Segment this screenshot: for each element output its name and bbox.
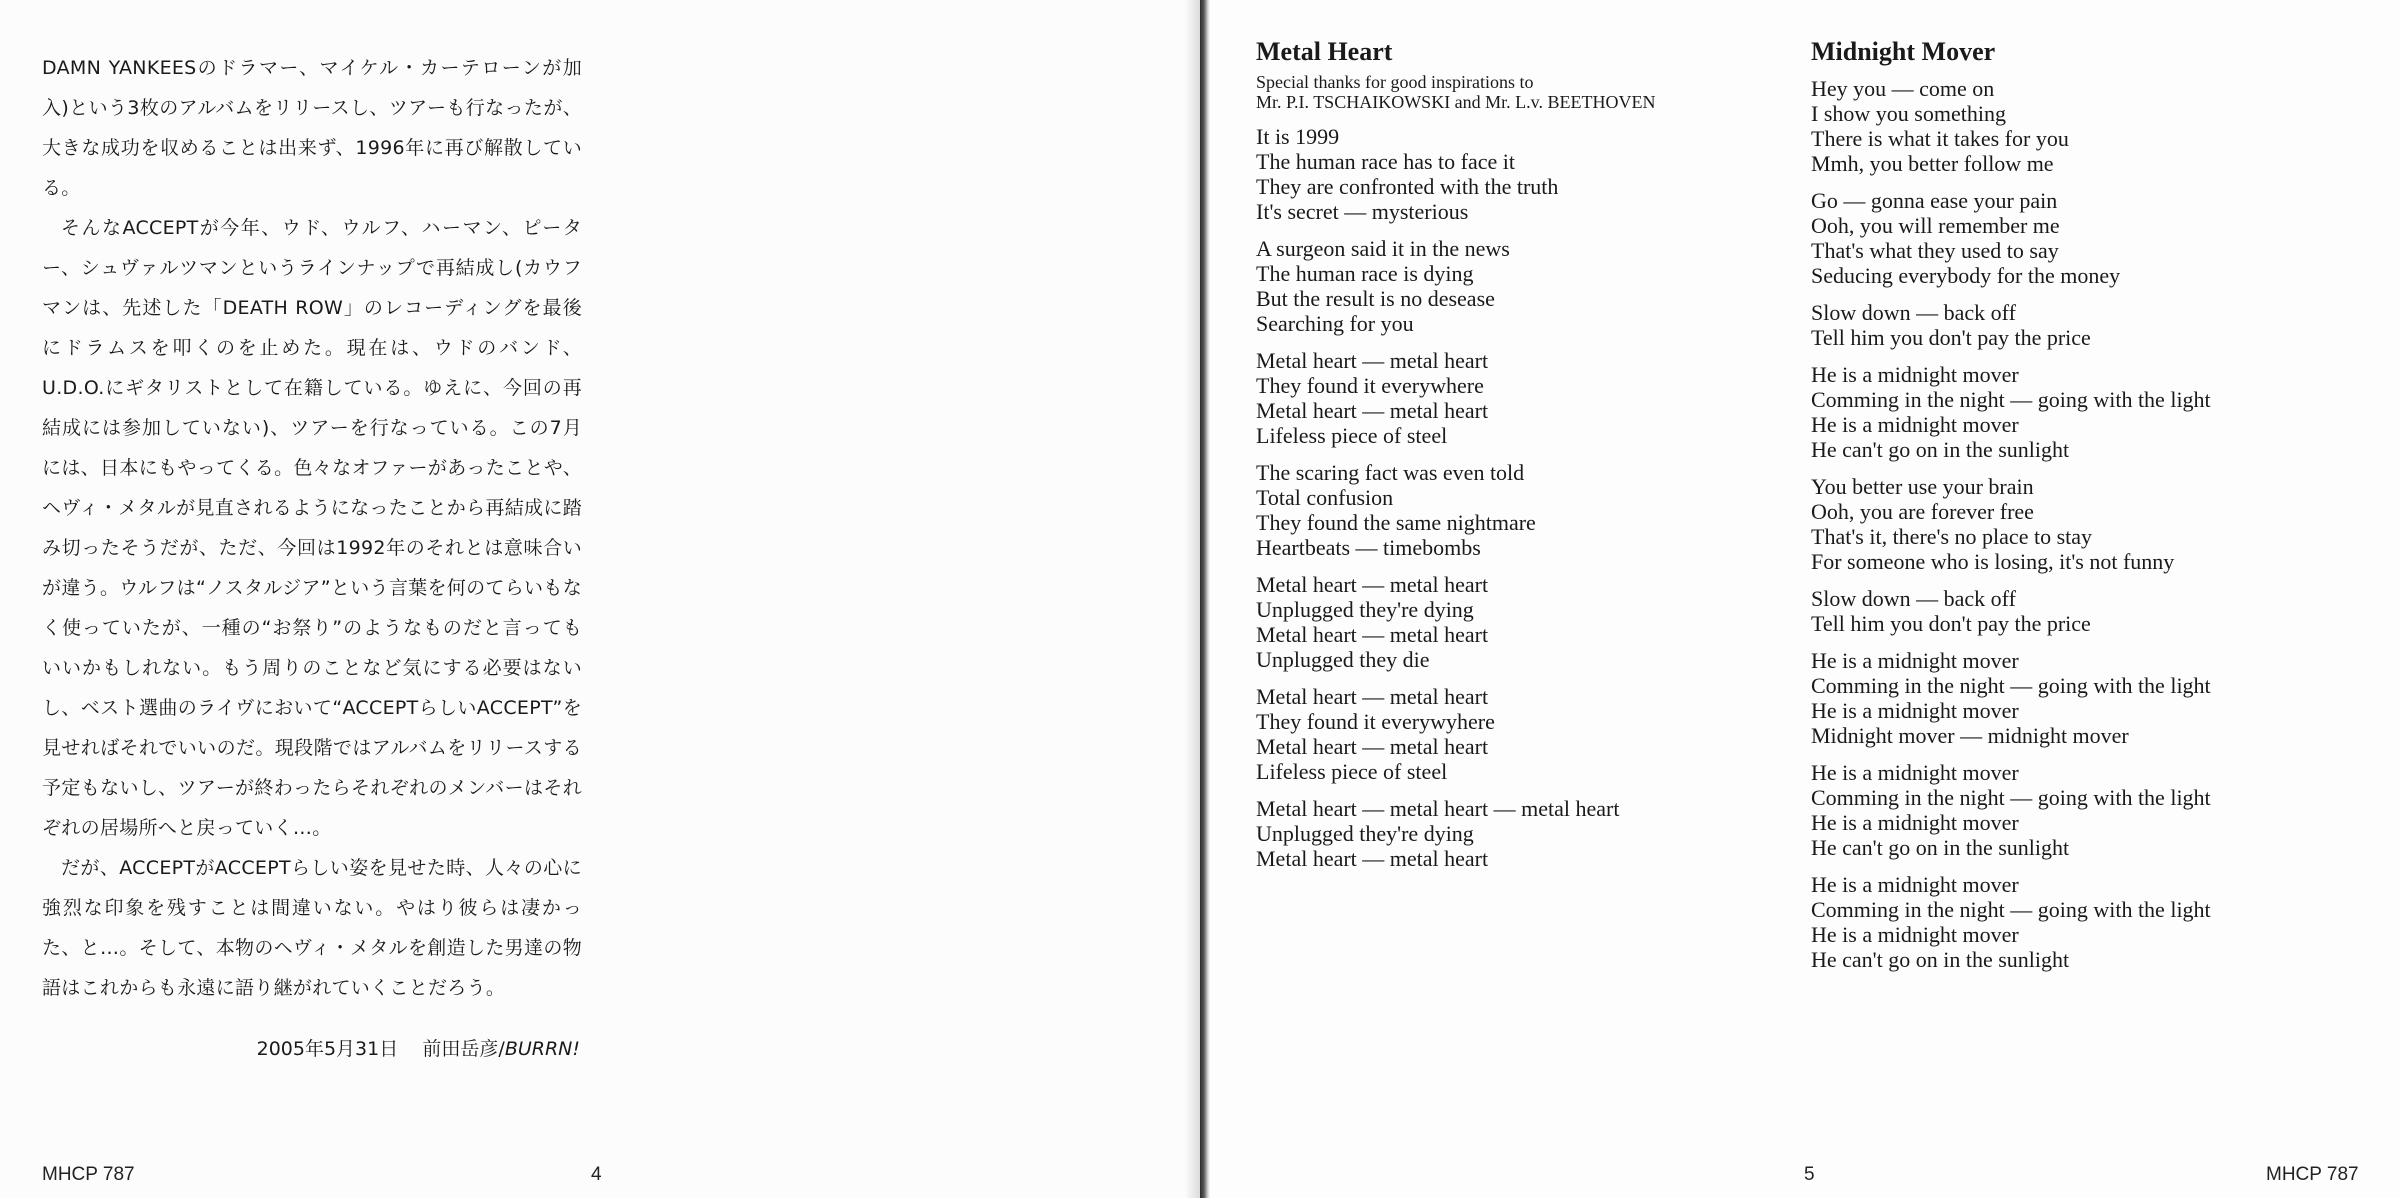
page-number-right: 5	[1804, 1164, 1815, 1185]
spine-shadow	[1185, 0, 1200, 1198]
lyric-line: Hey you — come on	[1811, 76, 1995, 101]
lyric-line: You better use your brain	[1811, 474, 2034, 499]
lyric-line: But the result is no desease	[1256, 286, 1495, 311]
lyric-line: Slow down — back off	[1811, 300, 2016, 325]
lyric-line: A surgeon said it in the news	[1256, 236, 1510, 261]
signature	[232, 1034, 580, 1061]
lyric-line: He can't go on in the sunlight	[1811, 835, 2070, 860]
lyric-line: Comming in the night — going with the light	[1811, 785, 2211, 810]
lyric-line: They found the same nightmare	[1256, 510, 1536, 535]
lyric-line: The human race is dying	[1256, 261, 1474, 286]
lyric-line: He is a midnight mover	[1811, 362, 2019, 387]
lyric-stanza	[1811, 474, 2331, 574]
liner-notes-text	[42, 48, 582, 1008]
lyric-line: Metal heart — metal heart	[1256, 398, 1489, 423]
credit-line: Mr. P.I. TSCHAIKOWSKI and Mr. L.v. BEETHOVEN	[1256, 92, 1656, 112]
lyric-line: He is a midnight mover	[1811, 872, 2019, 897]
lyric-line: Searching for you	[1256, 311, 1414, 336]
catalog-number-right: MHCP 787	[2266, 1164, 2359, 1185]
lyric-stanza	[1811, 76, 2331, 176]
lyric-line: Comming in the night — going with the light	[1811, 673, 2211, 698]
lyric-line: They are confronted with the truth	[1256, 174, 1559, 199]
lyric-line: There is what it takes for you	[1811, 126, 2069, 151]
signature-date: 2005年5月31日	[256, 1038, 399, 1060]
lyric-line: It's secret — mysterious	[1256, 199, 1469, 224]
lyric-line: He is a midnight mover	[1811, 922, 2019, 947]
lyric-line: Tell him you don't pay the price	[1811, 611, 2091, 636]
credit-line: Special thanks for good inspirations to	[1256, 72, 1534, 92]
lyric-stanza	[1256, 684, 1776, 784]
lyric-stanza	[1256, 124, 1776, 224]
lyric-line: Seducing everybody for the money	[1811, 263, 2121, 288]
lyric-line: Total confusion	[1256, 485, 1394, 510]
lyric-line: It is 1999	[1256, 124, 1340, 149]
lyric-line: Tell him you don't pay the price	[1811, 325, 2091, 350]
lyrics-column-metal-heart	[1256, 36, 1776, 883]
lyric-line: Metal heart — metal heart	[1256, 734, 1489, 759]
lyric-line: Metal heart — metal heart	[1256, 622, 1489, 647]
lyric-line: That's what they used to say	[1811, 238, 2059, 263]
lyric-line: Metal heart — metal heart	[1256, 684, 1489, 709]
lyric-stanza	[1811, 586, 2331, 636]
lyrics-column-midnight-mover	[1811, 36, 2331, 984]
lyric-line: He can't go on in the sunlight	[1811, 437, 2070, 462]
page-number-left: 4	[591, 1164, 602, 1185]
lyric-line: He is a midnight mover	[1811, 698, 2019, 723]
lyric-line: Heartbeats — timebombs	[1256, 535, 1481, 560]
lyric-line: He is a midnight mover	[1811, 648, 2019, 673]
lyric-stanza	[1811, 300, 2331, 350]
lyric-line: Mmh, you better follow me	[1811, 151, 2054, 176]
lyric-line: They found it everywhere	[1256, 373, 1484, 398]
lyric-line: He can't go on in the sunlight	[1811, 947, 2070, 972]
lyric-line: Metal heart — metal heart — metal heart	[1256, 796, 1620, 821]
lyric-stanza	[1811, 188, 2331, 288]
lyric-line: Slow down — back off	[1811, 586, 2016, 611]
lyric-line: Unplugged they're dying	[1256, 821, 1474, 846]
lyric-line: They found it everywyhere	[1256, 709, 1495, 734]
lyric-stanza	[1811, 648, 2331, 748]
lyric-stanza	[1811, 760, 2331, 860]
lyric-line: Unplugged they die	[1256, 647, 1430, 672]
lyric-line: Lifeless piece of steel	[1256, 423, 1448, 448]
lyric-line: Ooh, you are forever free	[1811, 499, 2034, 524]
lyric-line: Metal heart — metal heart	[1256, 348, 1489, 373]
lyric-stanza	[1811, 362, 2331, 462]
song-credit	[1256, 72, 1776, 112]
lyric-stanza	[1256, 572, 1776, 672]
song-title: Midnight Mover	[1811, 37, 1996, 66]
lyric-line: The human race has to face it	[1256, 149, 1515, 174]
lyric-stanza	[1256, 796, 1776, 871]
lyric-line: Metal heart — metal heart	[1256, 846, 1489, 871]
liner-notes-paragraph: DAMN YANKEESのドラマー、マイケル・カーテローンが加入)という3枚のアルバムをリリースし、ツアーも行なったが、大きな成功を収めることは出来ず、1996年に再び解散している。	[42, 57, 582, 199]
signature-author: 前田岳彦/	[422, 1038, 505, 1060]
signature-brand: BURRN!	[504, 1038, 580, 1060]
lyric-line: Unplugged they're dying	[1256, 597, 1474, 622]
lyric-stanza	[1256, 236, 1776, 336]
lyric-line: The scaring fact was even told	[1256, 460, 1525, 485]
lyric-line: He is a midnight mover	[1811, 810, 2019, 835]
liner-notes-paragraph: だが、ACCEPTがACCEPTらしい姿を見せた時、人々の心に強烈な印象を残すことは間違いない。やはり彼らは凄かった、と…。そして、本物のヘヴィ・メタルを創造した男達の物語はこれからも永遠に語り継がれていくことだろう。	[42, 857, 582, 999]
lyric-line: Metal heart — metal heart	[1256, 572, 1489, 597]
lyric-line: Lifeless piece of steel	[1256, 759, 1448, 784]
lyric-line: He is a midnight mover	[1811, 760, 2019, 785]
lyric-line: That's it, there's no place to stay	[1811, 524, 2093, 549]
liner-notes-paragraph: そんなACCEPTが今年、ウド、ウルフ、ハーマン、ピーター、シュヴァルツマンというラインナップで再結成し(カウフマンは、先述した「DEATH ROW」のレコーディングを最後にドラムスを叩くのを止めた。現在は、ウドのバンド、U.D.O.にギタリストとして在籍している。ゆえに、今回の再結成には参加していない)、ツアーを行なっている。この7月には、日本にもやってくる。色々なオファーがあったことや、ヘヴィ・メタルが見直されるようになったことから再結成に踏み切ったそうだが、ただ、今回は1992年のそれとは意味合いが違う。ウルフは“ノスタルジア”という言葉を何のてらいもなく使っていたが、一種の“お祭り”のようなものだと言ってもいいかもしれない。もう周りのことなど気にする必要はないし、ベスト選曲のライヴにおいて“ACCEPTらしいACCEPT”を見せればそれでいいのだ。現段階ではアルバムをリリースする予定もないし、ツアーが終わったらそれぞれのメンバーはそれぞれの居場所へと戻っていく…。	[42, 217, 582, 839]
lyric-stanza	[1811, 872, 2331, 972]
lyric-line: Ooh, you will remember me	[1811, 213, 2060, 238]
lyric-line: Midnight mover — midnight mover	[1811, 723, 2129, 748]
lyric-line: I show you something	[1811, 101, 2006, 126]
lyric-line: For someone who is losing, it's not funny	[1811, 549, 2175, 574]
lyric-line: Comming in the night — going with the light	[1811, 897, 2211, 922]
song-title: Metal Heart	[1256, 37, 1393, 66]
book-spine	[1200, 0, 1210, 1198]
catalog-number-left: MHCP 787	[42, 1164, 135, 1185]
lyric-stanza	[1256, 460, 1776, 560]
lyric-stanza	[1256, 348, 1776, 448]
lyric-line: Comming in the night — going with the light	[1811, 387, 2211, 412]
lyric-line: He is a midnight mover	[1811, 412, 2019, 437]
lyric-line: Go — gonna ease your pain	[1811, 188, 2058, 213]
